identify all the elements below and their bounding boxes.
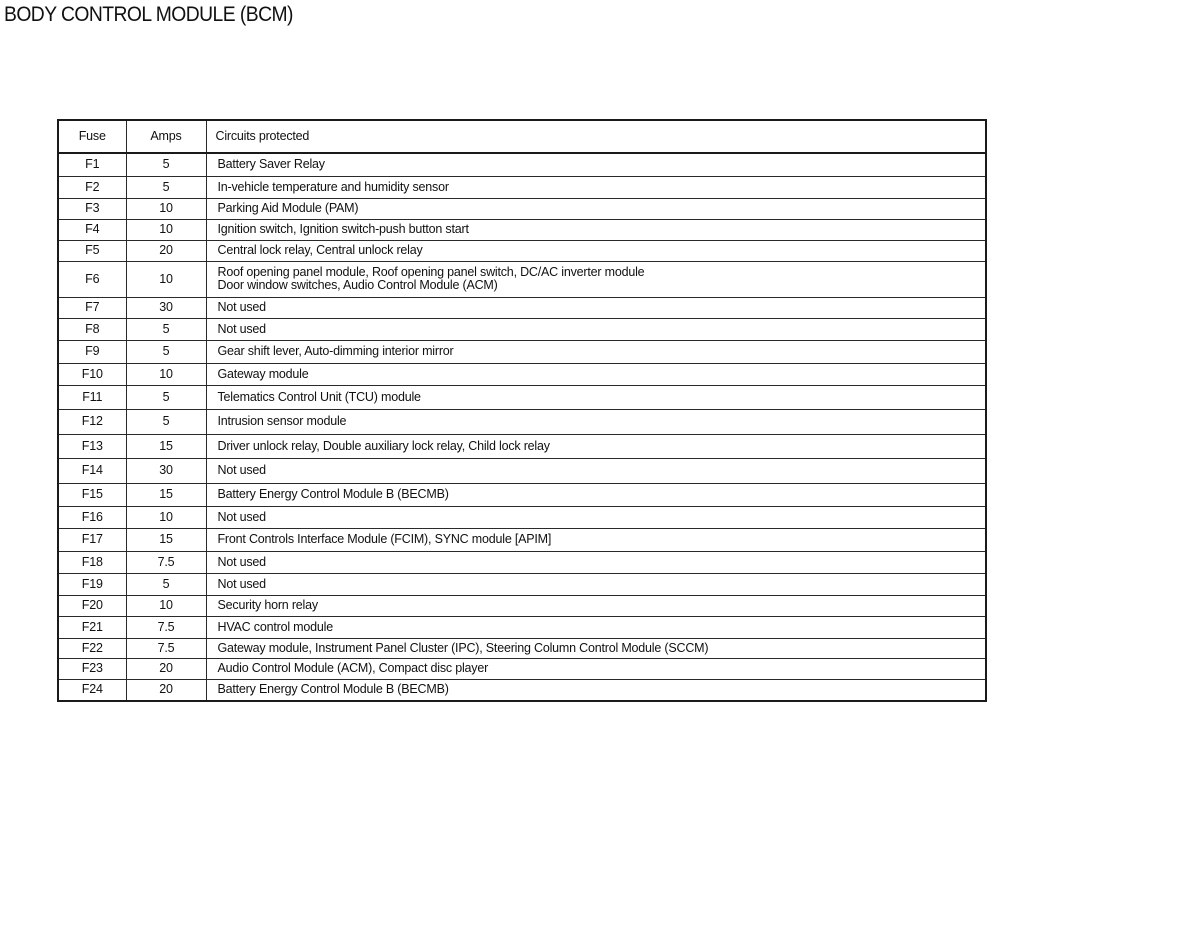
fuse-cell: F18	[58, 551, 126, 573]
fuse-cell: F13	[58, 434, 126, 458]
amps-cell: 30	[126, 458, 206, 483]
circuits-cell: Audio Control Module (ACM), Compact disc player	[206, 658, 986, 679]
table-row	[58, 506, 986, 528]
fuse-cell: F19	[58, 573, 126, 595]
circuits-cell: Front Controls Interface Module (FCIM), SYNC module [APIM]	[206, 528, 986, 551]
circuits-cell: Ignition switch, Ignition switch-push button start	[206, 219, 986, 240]
table-row	[58, 658, 986, 679]
table-row	[58, 679, 986, 701]
fuse-cell: F11	[58, 385, 126, 409]
table-row	[58, 261, 986, 297]
circuits-cell: Telematics Control Unit (TCU) module	[206, 385, 986, 409]
amps-cell: 15	[126, 483, 206, 506]
circuits-cell: Gear shift lever, Auto-dimming interior mirror	[206, 340, 986, 363]
circuits-cell: Intrusion sensor module	[206, 409, 986, 434]
amps-cell: 15	[126, 434, 206, 458]
header-fuse: Fuse	[58, 120, 126, 153]
circuits-cell: Gateway module, Instrument Panel Cluster (IPC), Steering Column Control Module (SCCM)	[206, 638, 986, 658]
table-row	[58, 340, 986, 363]
fuse-cell: F22	[58, 638, 126, 658]
table-row	[58, 551, 986, 573]
amps-cell: 10	[126, 595, 206, 616]
amps-cell: 5	[126, 573, 206, 595]
fuse-cell: F20	[58, 595, 126, 616]
amps-cell: 5	[126, 176, 206, 198]
circuits-cell: Not used	[206, 458, 986, 483]
table-row	[58, 483, 986, 506]
amps-cell: 20	[126, 679, 206, 701]
circuits-cell: Driver unlock relay, Double auxiliary lock relay, Child lock relay	[206, 434, 986, 458]
fuse-cell: F5	[58, 240, 126, 261]
table-row	[58, 458, 986, 483]
fuse-cell: F12	[58, 409, 126, 434]
circuits-cell: Security horn relay	[206, 595, 986, 616]
table-row	[58, 616, 986, 638]
circuits-cell: Gateway module	[206, 363, 986, 385]
circuits-cell: Not used	[206, 318, 986, 340]
circuits-cell: Not used	[206, 573, 986, 595]
fuse-cell: F4	[58, 219, 126, 240]
circuits-cell: In-vehicle temperature and humidity sensor	[206, 176, 986, 198]
fuse-cell: F15	[58, 483, 126, 506]
amps-cell: 5	[126, 318, 206, 340]
amps-cell: 7.5	[126, 638, 206, 658]
circuits-cell: Battery Energy Control Module B (BECMB)	[206, 483, 986, 506]
fuse-cell: F21	[58, 616, 126, 638]
fuse-cell: F7	[58, 297, 126, 318]
circuits-cell: Parking Aid Module (PAM)	[206, 198, 986, 219]
fuse-cell: F10	[58, 363, 126, 385]
amps-cell: 10	[126, 198, 206, 219]
table-row	[58, 573, 986, 595]
circuits-cell: Not used	[206, 551, 986, 573]
table-row	[58, 198, 986, 219]
fuse-cell: F1	[58, 153, 126, 176]
amps-cell: 20	[126, 658, 206, 679]
amps-cell: 10	[126, 363, 206, 385]
amps-cell: 7.5	[126, 551, 206, 573]
amps-cell: 10	[126, 261, 206, 297]
amps-cell: 10	[126, 219, 206, 240]
table-row	[58, 595, 986, 616]
table-row	[58, 385, 986, 409]
fuse-cell: F8	[58, 318, 126, 340]
table-row	[58, 363, 986, 385]
amps-cell: 30	[126, 297, 206, 318]
fuse-cell: F6	[58, 261, 126, 297]
amps-cell: 10	[126, 506, 206, 528]
table-row	[58, 153, 986, 176]
amps-cell: 15	[126, 528, 206, 551]
table-header-row	[58, 120, 986, 153]
table-row	[58, 219, 986, 240]
amps-cell: 5	[126, 153, 206, 176]
table-row	[58, 176, 986, 198]
table-body	[58, 153, 986, 701]
amps-cell: 20	[126, 240, 206, 261]
table-row	[58, 638, 986, 658]
header-amps: Amps	[126, 120, 206, 153]
fuse-cell: F24	[58, 679, 126, 701]
amps-cell: 5	[126, 409, 206, 434]
circuits-cell: Central lock relay, Central unlock relay	[206, 240, 986, 261]
fuse-cell: F3	[58, 198, 126, 219]
circuits-cell: HVAC control module	[206, 616, 986, 638]
circuits-cell: Battery Saver Relay	[206, 153, 986, 176]
fuse-cell: F9	[58, 340, 126, 363]
table-row	[58, 297, 986, 318]
fuse-cell: F16	[58, 506, 126, 528]
fuse-table	[57, 119, 987, 702]
circuits-cell: Not used	[206, 506, 986, 528]
circuits-cell: Not used	[206, 297, 986, 318]
amps-cell: 5	[126, 340, 206, 363]
circuits-cell: Roof opening panel module, Roof opening panel switch, DC/AC inverter module Door window switches, Audio Control Module (ACM)	[206, 261, 986, 297]
header-circuits: Circuits protected	[206, 120, 986, 153]
amps-cell: 7.5	[126, 616, 206, 638]
fuse-cell: F14	[58, 458, 126, 483]
table-row	[58, 318, 986, 340]
fuse-cell: F23	[58, 658, 126, 679]
table-row	[58, 409, 986, 434]
fuse-cell: F2	[58, 176, 126, 198]
table-row	[58, 434, 986, 458]
circuits-cell: Battery Energy Control Module B (BECMB)	[206, 679, 986, 701]
fuse-cell: F17	[58, 528, 126, 551]
amps-cell: 5	[126, 385, 206, 409]
table-row	[58, 240, 986, 261]
table-row	[58, 528, 986, 551]
page-title: BODY CONTROL MODULE (BCM)	[4, 3, 293, 26]
